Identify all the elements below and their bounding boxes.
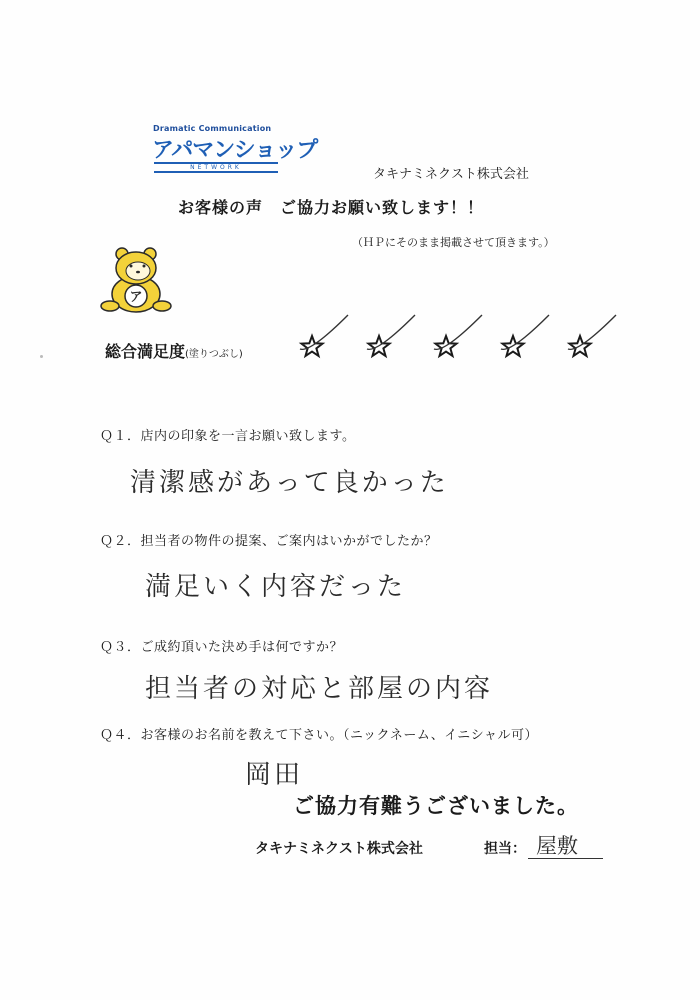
mascot-icon <box>100 246 172 316</box>
answer-3: 担当者の対応と部屋の内容 <box>145 674 494 704</box>
company-name-top: タキナミネクスト株式会社 <box>373 167 529 182</box>
thanks-message: ご協力有難うございました。 <box>293 794 579 818</box>
svg-text:ア: ア <box>129 290 143 305</box>
staff-label: 担当： <box>484 841 526 857</box>
staff-name: 屋敷 <box>536 834 578 858</box>
question-3: Ｑ３．ご成約頂いた決め手は何ですか？ <box>100 640 344 655</box>
scan-speck <box>40 355 43 358</box>
question-2: Ｑ２．担当者の物件の提案、ご案内はいかがでしたか？ <box>100 534 438 549</box>
question-1: Ｑ１．店内の印象を一言お願い致します。 <box>100 429 356 444</box>
satisfaction-hint: (塗りつぶし) <box>185 349 243 360</box>
answer-2: 満足いく内容だった <box>145 572 407 602</box>
staff-signature-line <box>528 858 603 859</box>
answer-4: 岡田 <box>245 760 304 790</box>
logo-tagline: Dramatic Communication <box>153 124 272 133</box>
answer-1: 清潔感があって良かった <box>130 468 449 498</box>
satisfaction-label: 総合満足度(塗りつぶし) <box>105 342 243 361</box>
question-4: Ｑ４．お客様のお名前を教えて下さい。（ニックネーム、イニシャル可） <box>100 728 538 743</box>
publish-note: （ＨＰにそのまま掲載させて頂きます。） <box>352 236 555 249</box>
logo-sub: NETWORK <box>154 162 278 173</box>
company-name-footer: タキナミネクスト株式会社 <box>255 841 423 857</box>
brand-logo: アパマンショップ <box>152 138 318 163</box>
rating-stars[interactable] <box>280 305 640 365</box>
page-title: お客様の声 ご協力お願い致します！！ <box>178 198 485 217</box>
